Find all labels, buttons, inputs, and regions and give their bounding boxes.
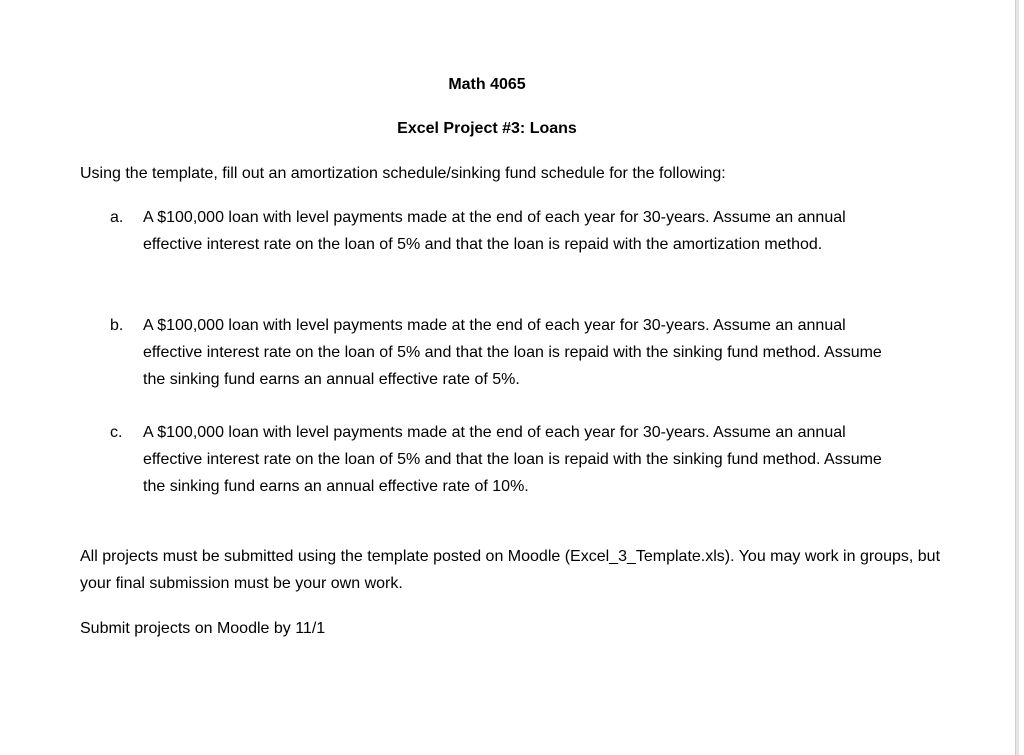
list-item-text: A $100,000 loan with level payments made at the end of each year for 30-years. Assume an annual effective interest rate on the loan of 5% and that the loan is repaid with the amortization method.	[143, 209, 846, 253]
intro-paragraph: Using the template, fill out an amortization schedule/sinking fund schedule for the following:	[80, 165, 726, 182]
deadline-note: Submit projects on Moodle by 11/1	[80, 620, 326, 637]
list-marker: b.	[110, 317, 124, 334]
list-marker: a.	[110, 209, 124, 226]
list-marker: c.	[110, 424, 123, 441]
page-edge-divider	[1015, 0, 1019, 755]
submission-note: All projects must be submitted using the template posted on Moodle (Excel_3_Template.xls). You may work in groups, but your final submission must be your own work.	[80, 548, 941, 592]
list-item-text: A $100,000 loan with level payments made at the end of each year for 30-years. Assume an annual effective interest rate on the loan of 5% and that the loan is repaid with the sinking fund method. Assume the sinking fund earns an annual effective rate of 5%.	[143, 317, 882, 388]
list-item-text: A $100,000 loan with level payments made at the end of each year for 30-years. Assume an annual effective interest rate on the loan of 5% and that the loan is repaid with the sinking fund method. Assume the sinking fund earns an annual effective rate of 10%.	[143, 424, 882, 495]
course-title: Math 4065	[448, 76, 526, 93]
project-title: Excel Project #3: Loans	[397, 120, 577, 137]
